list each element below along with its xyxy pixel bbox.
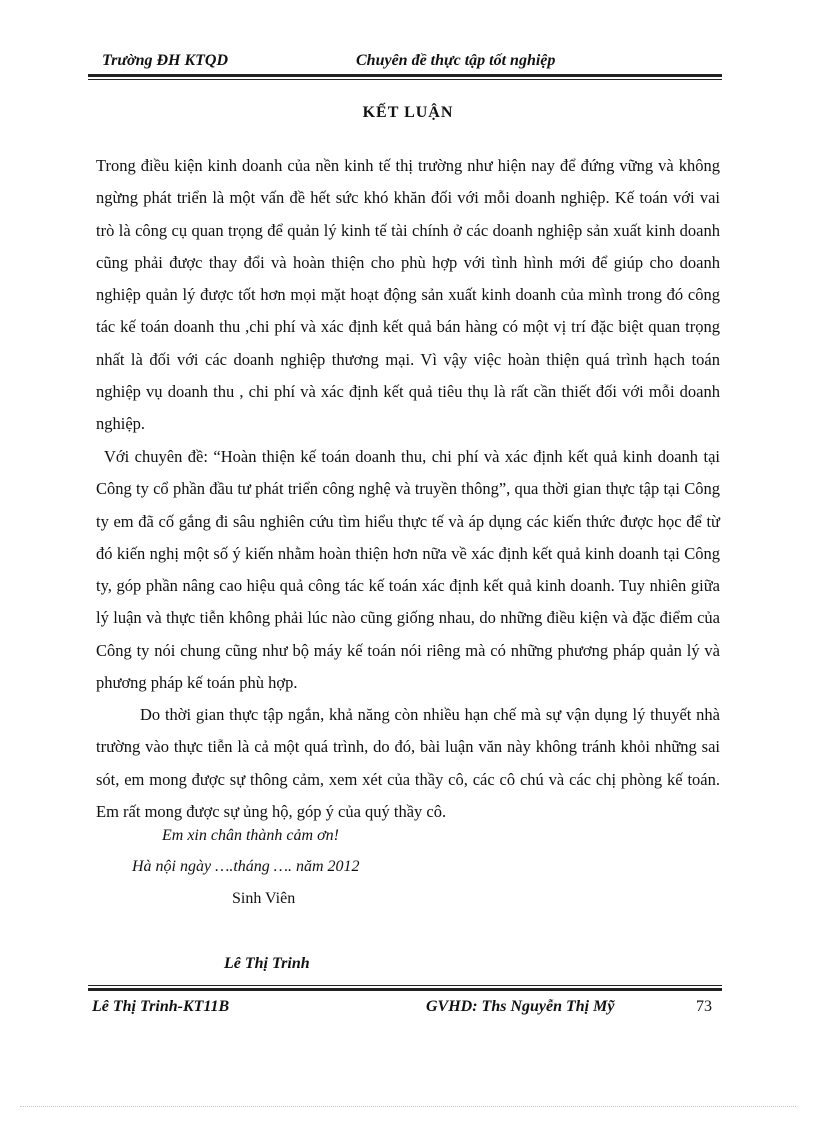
footer-author: Lê Thị Trinh-KT11B xyxy=(92,998,230,1015)
header-school: Trường ĐH KTQD xyxy=(102,52,229,69)
paragraph-1: Trong điều kiện kinh doanh của nền kinh tế thị trường như hiện nay để đứng vững và không ngừng phát triển là một vấn đề hết sức khó khăn đối với mỗi doanh nghiệp. Kế toán với vai trò là công cụ quan trọng để quản lý kinh tế tài chính ở các doanh nghiệp sản xuất kinh doanh cũng phải được thay đổi và hoàn thiện cho phù hợp với tình hình mới để giúp cho doanh nghiệp quản lý được tốt hơn mọi mặt hoạt động sản xuất kinh doanh của mình trong đó công tác kế toán doanh thu ,chi phí và xác định kết quả bán hàng có một vị trí đặc biệt quan trọng nhất là đối với các doanh nghiệp thương mại. Vì vậy việc hoàn thiện quá trình hạch toán nghiệp vụ doanh thu , chi phí và xác định kết quả tiêu thụ là rất cần thiết đối với mỗi doanh nghiệp. xyxy=(96,156,720,434)
header-rule-thick xyxy=(88,74,722,77)
paragraph-2: Với chuyên đề: “Hoàn thiện kế toán doanh thu, chi phí và xác định kết quả kinh doanh tại Công ty cổ phần đầu tư phát triển công nghệ và truyền thông”, qua thời gian thực tập tại Công ty em đã cố gắng đi sâu nghiên cứu tìm hiểu thực tế và áp dụng các kiến thức được học để từ đó kiến nghị một số ý kiến nhằm hoàn thiện hơn nữa về xác định kết quả kinh doanh tại Công ty, góp phần nâng cao hiệu quả công tác kế toán xác định kết quả kinh doanh. Tuy nhiên giữa lý luận và thực tiễn không phải lúc nào cũng giống nhau, do những điều kiện và đặc điểm của Công ty nói chung cũng như bộ máy kế toán nói riêng mà có những phương pháp quản lý và phương pháp kế toán phù hợp. xyxy=(96,447,720,693)
header-report-title: Chuyên đề thực tập tốt nghiệp xyxy=(356,52,556,69)
header-rule-thin xyxy=(88,79,722,80)
footer-rule-thin xyxy=(88,985,722,986)
paragraph-3: Do thời gian thực tập ngắn, khả năng còn nhiều hạn chế mà sự vận dụng lý thuyết nhà trường vào thực tiễn là cả một quá trình, do đó, bài luận văn này không tránh khỏi những sai sót, em mong được sự thông cảm, xem xét của thầy cô, các cô chú và các chị phòng kế toán. Em rất mong được sự ủng hộ, góp ý của quý thầy cô. xyxy=(96,705,720,821)
closing-date: Hà nội ngày ….tháng …. năm 2012 xyxy=(132,858,360,875)
page-number: 73 xyxy=(696,998,712,1015)
signer-name: Lê Thị Trinh xyxy=(224,955,310,972)
closing-role: Sinh Viên xyxy=(232,890,296,907)
footer-supervisor: GVHD: Ths Nguyễn Thị Mỹ xyxy=(426,998,615,1015)
closing-thanks: Em xin chân thành cảm ơn! xyxy=(162,827,339,844)
page-title: KẾT LUẬN xyxy=(362,104,454,121)
footer-rule-thick xyxy=(88,988,722,991)
page-bottom-dotted-line xyxy=(20,1106,796,1107)
